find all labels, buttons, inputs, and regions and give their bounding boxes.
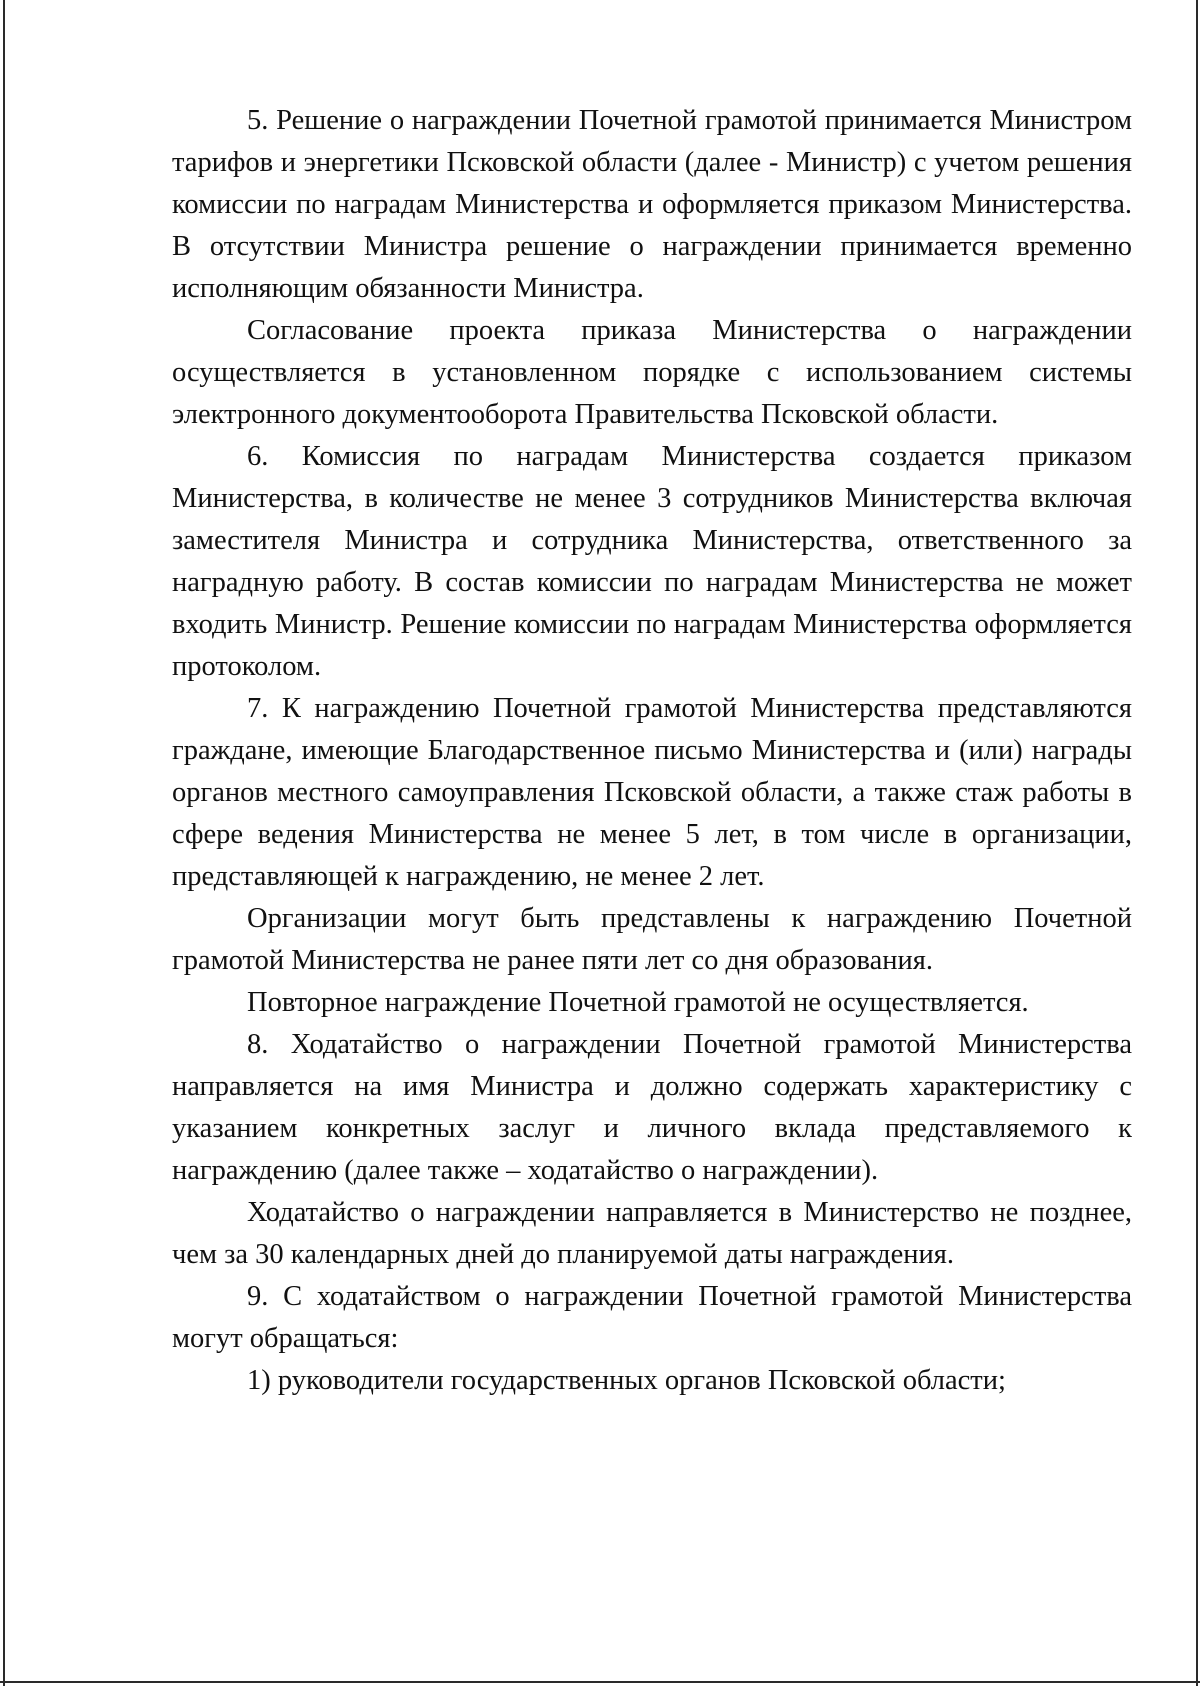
paragraph-repeat-award: Повторное награждение Почетной грамотой не осуществляется. [247, 987, 1029, 1018]
paragraph-item-5: 5. Решение о награждении Почетной грамотой принимается Министром тарифов и энергетики Псковской области (далее - Министр) с учетом решения комиссии по наградам Министерства и оформляется приказом Министерства. В отсутствии Министра решение о награждении принимается временно исполняющим обязанности Министра. [172, 105, 1132, 304]
paragraph-item-6: 6. Комиссия по наградам Министерства создается приказом Министерства, в количестве не менее 3 сотрудников Министерства включая заместителя Министра и сотрудника Министерства, ответственного за наградную работу. В состав комиссии по наградам Министерства не может входить Министр. Решение комиссии по наградам Министерства оформляется протоколом. [172, 441, 1132, 682]
paragraph-organizations: Организации могут быть представлены к награждению Почетной грамотой Министерства не ранее пяти лет со дня образования. [172, 903, 1132, 976]
paragraph-item-9: 9. С ходатайством о награждении Почетной грамотой Министерства могут обращаться: [172, 1281, 1132, 1354]
paragraph-deadline: Ходатайство о награждении направляется в Министерство не позднее, чем за 30 календарных дней до планируемой даты награждения. [172, 1197, 1132, 1270]
list-item-1: 1) руководители государственных органов Псковской области; [247, 1365, 1006, 1396]
paragraph-item-8: 8. Ходатайство о награждении Почетной грамотой Министерства направляется на имя Министра и должно содержать характеристику с указанием конкретных заслуг и личного вклада представляемого к награждению (далее также – ходатайство о награждении). [172, 1029, 1132, 1186]
scan-left-border [3, 0, 5, 1686]
scan-bottom-border [0, 1681, 1200, 1683]
paragraph-item-7: 7. К награждению Почетной грамотой Министерства представляются граждане, имеющие Благодарственное письмо Министерства и (или) награды органов местного самоуправления Псковской области, а также стаж работы в сфере ведения Министерства не менее 5 лет, в том числе в организации, представляющей к награждению, не менее 2 лет. [172, 693, 1132, 892]
scan-right-border [1196, 0, 1198, 1686]
paragraph-approval: Согласование проекта приказа Министерства о награждении осуществляется в установленном порядке с использованием системы электронного документооборота Правительства Псковской области. [172, 315, 1132, 430]
document-body [172, 100, 1132, 1402]
